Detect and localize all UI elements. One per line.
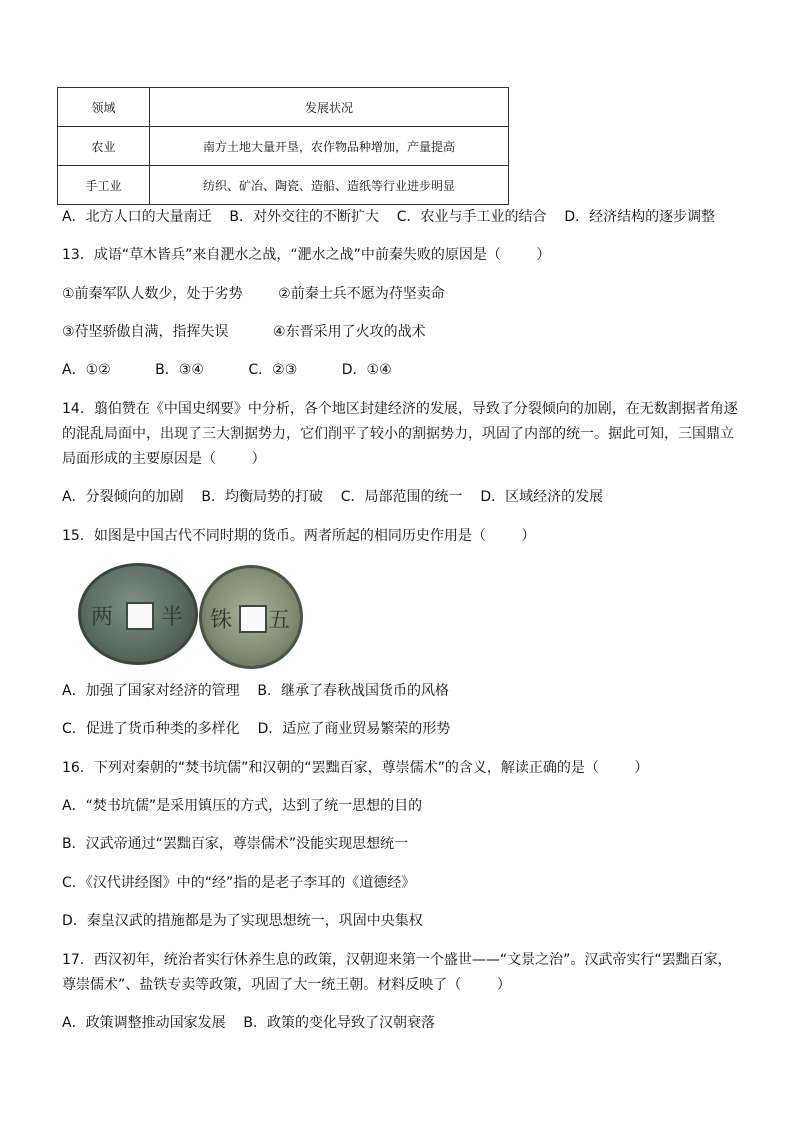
q16-option-d: D．秦皇汉武的措施都是为了实现思想统一，巩固中央集权 bbox=[62, 913, 423, 929]
table-header-row bbox=[58, 88, 509, 127]
coin-hole bbox=[239, 605, 267, 633]
q14-stem-line3: 局面形成的主要原因是（ ） bbox=[62, 451, 266, 467]
coin-glyph: 铢 bbox=[210, 608, 233, 633]
q13-items-line2: ③苻坚骄傲自满，指挥失误 ④东晋采用了火攻的战术 bbox=[62, 324, 426, 340]
coin-hole bbox=[126, 602, 154, 630]
coin-wuzhu-image bbox=[199, 565, 303, 669]
table-cell: 南方土地大量开垦，农作物品种增加，产量提高 bbox=[150, 127, 509, 166]
table-row bbox=[58, 166, 509, 205]
table-header-cell: 领域 bbox=[58, 88, 150, 127]
q14-options: A．分裂倾向的加剧 B．均衡局势的打破 C．局部范围的统一 D．区域经济的发展 bbox=[62, 489, 604, 505]
q14-stem-line1: 14．翦伯赞在《中国史纲要》中分析，各个地区封建经济的发展，导致了分裂倾向的加剧，在无数割据者角逐 bbox=[62, 401, 738, 417]
table-cell: 手工业 bbox=[58, 166, 150, 205]
q17-stem-line2: 尊崇儒术”、盐铁专卖等政策，巩固了大一统王朝。材料反映了（ ） bbox=[62, 977, 511, 993]
q16-option-c: C．《汉代讲经图》中的“经”指的是老子李耳的《道德经》 bbox=[62, 875, 416, 891]
q13-options: A．①② B．③④ C．②③ D．①④ bbox=[62, 362, 392, 378]
table-cell: 农业 bbox=[58, 127, 150, 166]
coin-banliang-image bbox=[78, 563, 198, 665]
development-table bbox=[57, 87, 509, 205]
q12-options: A．北方人口的大量南迁 B．对外交往的不断扩大 C．农业与手工业的结合 D．经济结构的逐步调整 bbox=[62, 209, 716, 225]
coin-glyph: 半 bbox=[160, 605, 183, 630]
q16-option-b: B．汉武帝通过“罢黜百家，尊崇儒术”没能实现思想统一 bbox=[62, 836, 409, 852]
table-row bbox=[58, 127, 509, 166]
table-cell: 纺织、矿冶、陶瓷、造船、造纸等行业进步明显 bbox=[150, 166, 509, 205]
coin-glyph: 两 bbox=[91, 605, 114, 630]
table-header-cell: 发展状况 bbox=[150, 88, 509, 127]
coin-glyph: 五 bbox=[267, 608, 290, 633]
q16-stem: 16．下列对秦朝的“焚书坑儒”和汉朝的“罢黜百家，尊崇儒术”的含义，解读正确的是（ ） bbox=[62, 760, 649, 776]
q16-option-a: A．“焚书坑儒”是采用镇压的方式，达到了统一思想的目的 bbox=[62, 798, 423, 814]
q14-stem-line2: 的混乱局面中，出现了三大割据势力，它们削平了较小的割据势力，巩固了内部的统一。据此可知，三国鼎立 bbox=[62, 426, 734, 442]
q15-options-line2: C．促进了货币种类的多样化 D．适应了商业贸易繁荣的形势 bbox=[62, 721, 451, 737]
q17-stem-line1: 17．西汉初年，统治者实行休养生息的政策，汉朝迎来第一个盛世——“文景之治”。汉武帝实行“罢黜百家， bbox=[62, 952, 732, 968]
q13-items-line1: ①前秦军队人数少，处于劣势 ②前秦士兵不愿为苻坚卖命 bbox=[62, 286, 445, 302]
q13-stem: 13．成语“草木皆兵”来自淝水之战，“淝水之战”中前秦失败的原因是（ ） bbox=[62, 247, 551, 263]
q15-stem: 15．如图是中国古代不同时期的货币。两者所起的相同历史作用是（ ） bbox=[62, 528, 536, 544]
q15-options-line1: A．加强了国家对经济的管理 B．继承了春秋战国货币的风格 bbox=[62, 683, 449, 699]
q17-options: A．政策调整推动国家发展 B．政策的变化导致了汉朝衰落 bbox=[62, 1015, 435, 1031]
